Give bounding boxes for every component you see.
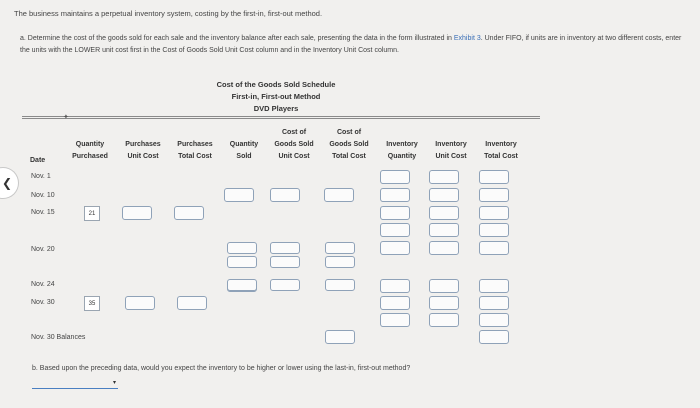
row-label-nov15: Nov. 15	[31, 209, 55, 216]
input-nov30-inv-qty-2[interactable]	[380, 313, 410, 327]
input-nov15-purch-total-cost[interactable]	[174, 206, 204, 220]
input-nov20-qty-sold-1[interactable]	[227, 242, 257, 254]
input-nov24-inv-total-cost[interactable]	[479, 279, 509, 293]
question-a-suffix: . Under FIFO, if units are in inventory at two different costs, enter the units with the LOWER unit cost first in the Cost of Goods Sold Unit Cost column and in the Inventory Unit Cost column.	[20, 35, 682, 54]
schedule-subtitle: First-in, First-out Method	[231, 92, 321, 101]
chevron-left-icon[interactable]: ❮	[2, 176, 13, 190]
input-nov10-cogs-unit-cost[interactable]	[270, 188, 300, 202]
input-nov10-cogs-total-cost[interactable]	[324, 188, 354, 202]
schedule-title: Cost of the Goods Sold Schedule	[216, 80, 336, 89]
question-b: b. Based upon the preceding data, would you expect the inventory to be higher or lower using the last-in, first-out method?	[32, 365, 411, 372]
header-purchases-total-cost: Purchases Total Cost	[177, 141, 213, 160]
question-a	[20, 33, 688, 57]
row-label-nov30: Nov. 30	[31, 299, 55, 306]
header-qty-sold: Quantity Sold	[229, 141, 259, 160]
question-a-prefix: a. Determine the cost of the goods sold for each sale and the inventory balance after each sale, presenting the data in the form illustrated in	[20, 35, 454, 42]
given-quantity-nov30: 35	[84, 296, 100, 311]
input-nov15-inv-unit-cost-2[interactable]	[429, 223, 459, 237]
input-nov15-inv-unit-cost-1[interactable]	[429, 206, 459, 220]
intro-text: The business maintains a perpetual inventory system, costing by the first-in, first-out method.	[14, 9, 323, 18]
input-nov1-inv-qty[interactable]	[380, 170, 410, 184]
input-nov15-inv-total-cost-1[interactable]	[479, 206, 509, 220]
input-nov24-inv-qty[interactable]	[380, 279, 410, 293]
input-nov24-cogs-total-cost[interactable]	[325, 279, 355, 291]
header-qty-purchased: Quantity Purchased	[72, 141, 108, 160]
input-nov15-inv-qty-2[interactable]	[380, 223, 410, 237]
input-nov20-cogs-total-cost-1[interactable]	[325, 242, 355, 254]
input-nov20-inv-total-cost[interactable]	[479, 241, 509, 255]
input-balance-inventory-total[interactable]	[479, 330, 509, 344]
answer-dropdown[interactable]	[32, 376, 118, 389]
row-label-nov1: Nov. 1	[31, 173, 51, 180]
row-label-nov24: Nov. 24	[31, 281, 55, 288]
input-nov24-inv-unit-cost[interactable]	[429, 279, 459, 293]
schedule-product: DVD Players	[253, 104, 299, 113]
header-cogs-total-cost: Cost of Goods Sold Total Cost	[329, 129, 369, 160]
input-nov30-inv-qty-1[interactable]	[380, 296, 410, 310]
input-nov15-inv-total-cost-2[interactable]	[479, 223, 509, 237]
input-nov24-cogs-unit-cost[interactable]	[270, 279, 300, 291]
input-nov20-qty-sold-2[interactable]	[227, 256, 257, 268]
table-rule-top	[22, 116, 540, 117]
cursor-icon: ✦	[63, 114, 69, 121]
header-purchases-unit-cost: Purchases Unit Cost	[125, 141, 161, 160]
input-nov1-inv-total-cost[interactable]	[479, 170, 509, 184]
input-nov30-inv-unit-cost-2[interactable]	[429, 313, 459, 327]
header-cogs-unit-cost: Cost of Goods Sold Unit Cost	[274, 129, 314, 160]
chevron-down-icon[interactable]: ▾	[113, 380, 117, 386]
input-nov10-inv-total-cost[interactable]	[479, 188, 509, 202]
input-nov20-cogs-unit-cost-2[interactable]	[270, 256, 300, 268]
row-label-nov10: Nov. 10	[31, 192, 55, 199]
exhibit-3-link[interactable]: Exhibit 3	[453, 35, 481, 42]
input-nov30-purch-total-cost[interactable]	[177, 296, 207, 310]
input-nov10-qty-sold[interactable]	[224, 188, 254, 202]
input-nov1-inv-unit-cost[interactable]	[429, 170, 459, 184]
input-nov10-inv-qty[interactable]	[380, 188, 410, 202]
header-inventory-unit-cost: Inventory Unit Cost	[435, 141, 467, 160]
input-nov20-inv-unit-cost[interactable]	[429, 241, 459, 255]
input-nov20-cogs-total-cost-2[interactable]	[325, 256, 355, 268]
input-nov30-purch-unit-cost[interactable]	[125, 296, 155, 310]
header-inventory-quantity: Inventory Quantity	[386, 141, 418, 160]
input-balance-cogs-total[interactable]	[325, 330, 355, 344]
header-date: Date	[30, 157, 46, 164]
input-nov15-purch-unit-cost[interactable]	[122, 206, 152, 220]
table-rule-bottom	[22, 118, 540, 119]
input-nov10-inv-unit-cost[interactable]	[429, 188, 459, 202]
input-nov30-inv-unit-cost-1[interactable]	[429, 296, 459, 310]
input-nov24-qty-sold[interactable]	[227, 279, 257, 291]
input-nov20-cogs-unit-cost-1[interactable]	[270, 242, 300, 254]
input-nov30-inv-total-cost-1[interactable]	[479, 296, 509, 310]
input-nov30-inv-total-cost-2[interactable]	[479, 313, 509, 327]
input-nov20-inv-qty[interactable]	[380, 241, 410, 255]
row-label-nov20: Nov. 20	[31, 246, 55, 253]
input-nov15-inv-qty-1[interactable]	[380, 206, 410, 220]
row-label-nov30-balances: Nov. 30 Balances	[31, 334, 86, 341]
given-quantity-nov15: 21	[84, 206, 100, 221]
header-inventory-total-cost: Inventory Total Cost	[484, 141, 518, 160]
